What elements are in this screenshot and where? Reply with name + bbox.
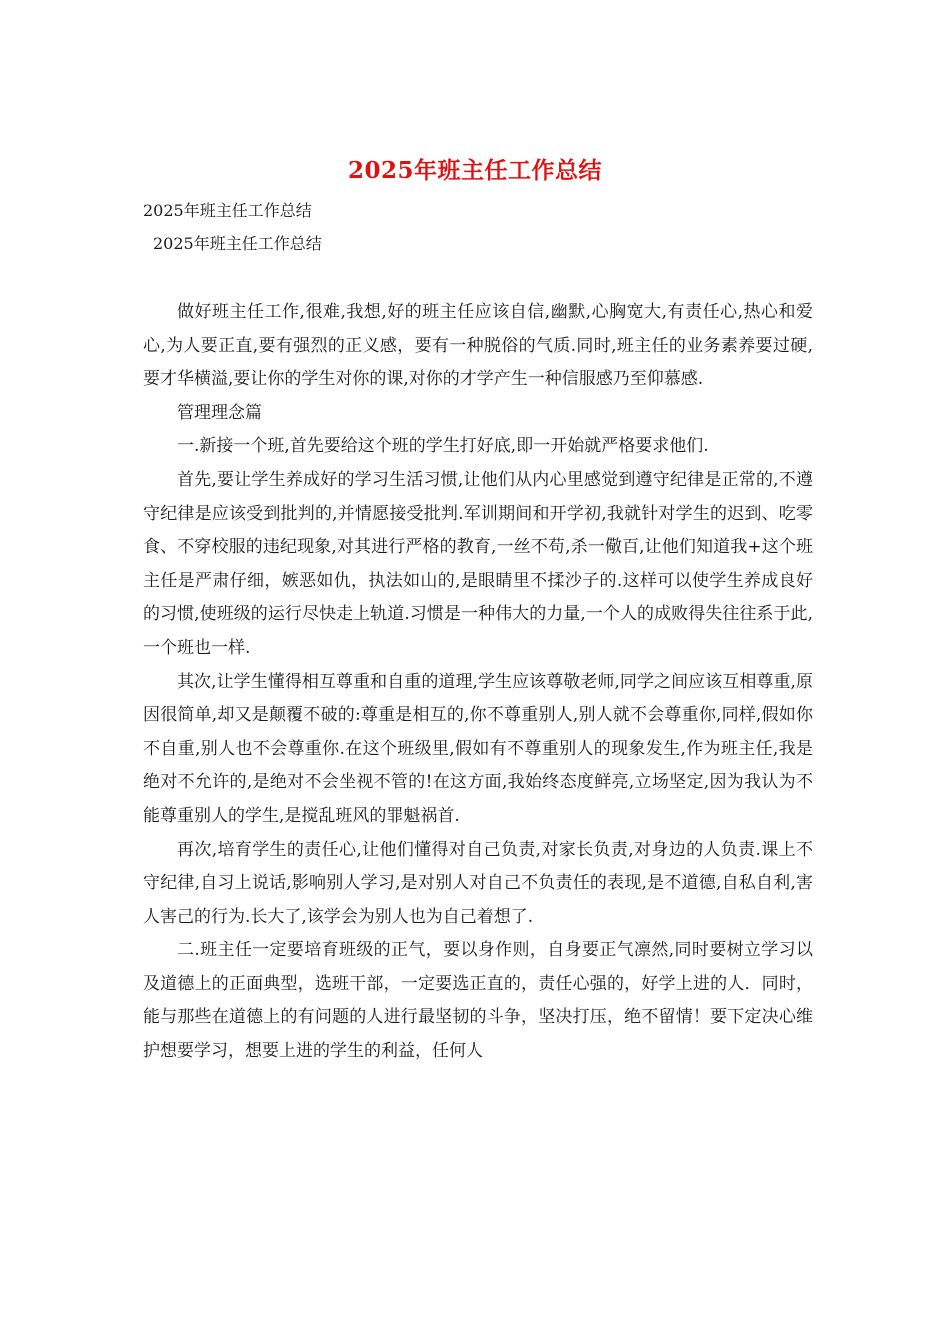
document-body: [143, 296, 813, 1069]
document-title: 2025年班主任工作总结: [347, 157, 602, 184]
paragraph-first: 首先,要让学生养成好的学习生活习惯,让他们从内心里感觉到遵守纪律是正常的,不遵守纪律是应该受到批判的,并情愿接受批判.军训期间和开学初,我就针对学生的迟到、吃零食、不穿校服的违纪现象,对其进行严格的教育,一丝不苟,杀一儆百,让他们知道我+这个班主任是严肃仔细，嫉恶如仇，执法如山的,是眼睛里不揉沙子的.这样可以使学生养成良好的习惯,使班级的运行尽快走上轨道.习惯是一种伟大的力量,一个人的成败得失往往系于此,一个班也一样.: [143, 469, 813, 658]
section-heading: 管理理念篇: [177, 402, 262, 423]
document-subtitle-indented: 2025年班主任工作总结: [153, 234, 322, 253]
document-subtitle: 2025年班主任工作总结: [143, 201, 312, 220]
paragraph-third: 再次,培育学生的责任心,让他们懂得对自己负责,对家长负责,对身边的人负责.课上不守纪律,自习上说话,影响别人学习,是对别人对自己不负责任的表现,是不道德,自私自利,害人害己的行为.长大了,该学会为别人也为自己着想了.: [143, 839, 813, 927]
paragraph-intro: 做好班主任工作,很难,我想,好的班主任应该自信,幽默,心胸宽大,有责任心,热心和爱心,为人要正直,要有强烈的正义感，要有一种脱俗的气质.同时,班主任的业务素养要过硬,要才华横溢,要让你的学生对你的课,对你的才学产生一种信服感乃至仰慕感.: [143, 302, 813, 390]
paragraph-point-two: 二.班主任一定要培育班级的正气，要以身作则，自身要正气凛然,同时要树立学习以及道德上的正面典型，选班干部，一定要选正直的，责任心强的，好学上进的人．同时，能与那些在道德上的有问题的人进行最坚韧的斗争，坚决打压，绝不留情！要下定决心维护想要学习，想要上进的学生的利益，任何人: [143, 940, 813, 1062]
paragraph-second: 其次,让学生懂得相互尊重和自重的道理,学生应该尊敬老师,同学之间应该互相尊重,原因很简单,却又是颠覆不破的:尊重是相互的,你不尊重别人,别人就不会尊重你,同样,假如你不自重,别人也不会尊重你.在这个班级里,假如有不尊重别人的现象发生,作为班主任,我是绝对不允许的,是绝对不会坐视不管的!在这方面,我始终态度鲜亮,立场坚定,因为我认为不能尊重别人的学生,是搅乱班风的罪魁祸首.: [143, 671, 813, 826]
paragraph-point-one: 一.新接一个班,首先要给这个班的学生打好底,即一开始就严格要求他们.: [177, 436, 709, 457]
